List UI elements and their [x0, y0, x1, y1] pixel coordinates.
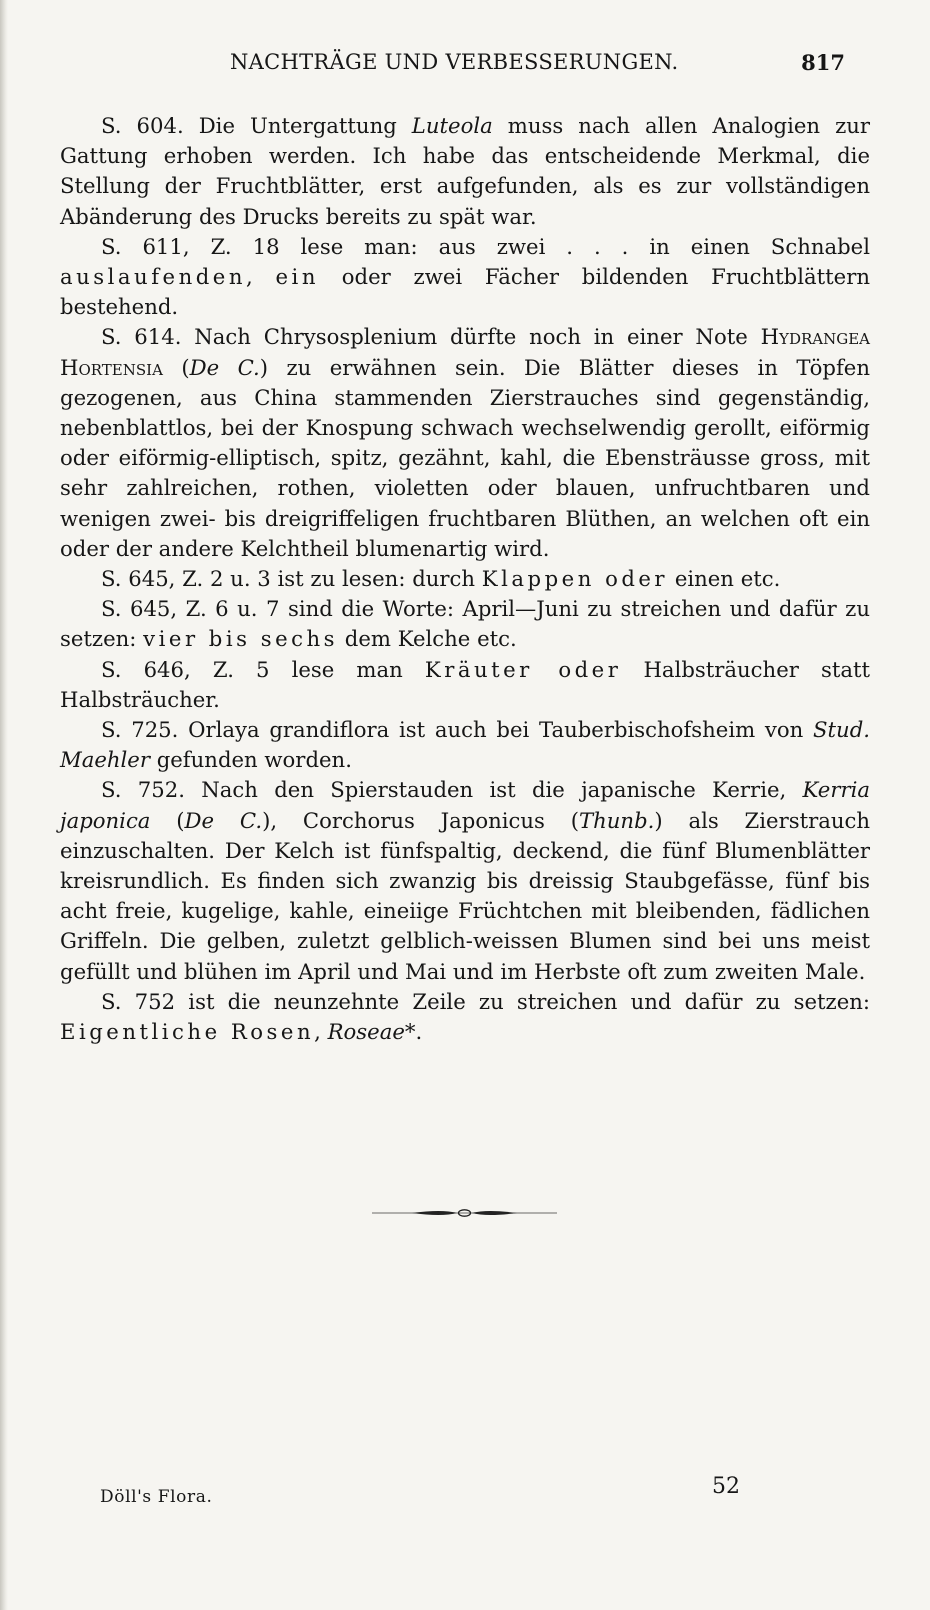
page-reference: S. 752. [101, 777, 185, 803]
text-run: ist die neunzehnte Zeile zu streichen und dafür zu setzen: [175, 988, 871, 1014]
paragraph-s604 [60, 111, 870, 232]
taxon-name: Kerria japonica [60, 777, 870, 833]
text-run: ( [162, 354, 190, 380]
paragraph-s611 [60, 232, 870, 323]
spaced-emphasis: Klappen oder [481, 566, 669, 592]
page-number: 817 [801, 50, 845, 75]
text-run: gefunden worden. [149, 747, 352, 773]
text-run: einen etc. [668, 566, 781, 592]
text-run: muss nach allen Analogien zur Gattung erhoben werden. Ich habe das entscheidende Merkmal, die Stellung der Fruchtblätter, erst aufgefunden, als es zur vollständigen Abänderung des Drucks bereits zu spät war. [60, 113, 871, 229]
text-run: ) als Zierstrauch einzuschalten. Der Kelch ist fünfspaltig, deckend, die fünf Blumenblätter kreisrundlich. Es finden sich zwanzig bis dreissig Staubgefässe, fünf bis acht freie, kugelige, kahle, eineiige Früchtchen mit bleibenden, fädlichen Griffeln. Die gelben, zuletzt gelblich-weissen Blumen sind bei uns meist gefüllt und blühen im April und Mai und im Herbste oft zum zweiten Male. [60, 807, 870, 984]
taxon-name: Luteola [411, 113, 493, 138]
text-run: ) zu erwähnen sein. Die Blätter dieses in Töpfen gezogenen, aus China stammenden Zierstrauches sind gegenständig, nebenblattlos, bei der Knospung schwach wechselwendig gerollt, eiförmig oder eiförmig-elliptisch, spitz, gezähnt, kahl, die Ebensträusse gross, mit sehr zahlreichen, rothen, violetten oder blauen, unfruchtbaren und wenigen zwei- bis dreigriffeligen fruchtbaren Blüthen, an welchen oft ein oder der andere Kelchtheil blumenartig wird. [60, 354, 870, 561]
page-reference: S. 725. [101, 717, 179, 743]
page-reference: S. 645, Z. 2 u. 3 [101, 566, 271, 592]
author-abbrev: De C. [189, 354, 260, 380]
spaced-emphasis: ein [275, 264, 319, 290]
ornamental-divider [372, 1203, 557, 1223]
book-spine-shadow [0, 0, 8, 1610]
page-reference: S. 646, Z. 5 [101, 656, 270, 682]
text-run: Orlaya grandiflora ist auch bei Tauberbischofsheim von [178, 717, 814, 743]
text-run: dem Kelche etc. [338, 626, 517, 652]
author-abbrev: De C. [184, 807, 263, 833]
paragraph-s645-a [60, 564, 870, 594]
page-reference: S. 614. [101, 324, 182, 350]
paragraph-s752-b [60, 987, 870, 1047]
text-run: , [245, 264, 276, 290]
spaced-emphasis: Eigentliche Rosen [60, 1019, 315, 1045]
taxon-name: Roseae [327, 1019, 405, 1045]
paragraph-s645-b [60, 594, 870, 654]
page-reference: S. 645, Z. 6 u. 7 [101, 596, 280, 622]
spaced-emphasis: Kräuter oder [424, 656, 622, 682]
text-run: *. [404, 1019, 423, 1045]
text-run: Die Untergattung [183, 113, 412, 138]
text-run: lese man: aus zwei . . . in einen Schnabel [279, 233, 870, 259]
small-caps-name: Hydrangea Hortensia [60, 324, 870, 380]
text-run: ist zu lesen: durch [270, 566, 482, 592]
paragraph-s646 [60, 655, 870, 715]
text-run: Nach Chrysosplenium dürfte noch in einer Note [181, 324, 761, 350]
text-run: Nach den Spierstauden ist die japanische Kerrie, [184, 777, 803, 803]
paragraph-s614 [60, 322, 870, 564]
collector-name: Stud. Maehler [60, 717, 870, 773]
running-title: NACHTRÄGE UND VERBESSERUNGEN. [230, 50, 679, 74]
printer-signature: Döll's Flora. [100, 1487, 213, 1507]
text-run: , [314, 1019, 328, 1045]
text-run: sind die Worte: April—Juni zu streichen und dafür zu setzen: [60, 596, 870, 652]
page-reference: S. 752 [101, 988, 176, 1014]
text-run: Halbsträucher statt Halbsträucher. [60, 656, 870, 712]
paragraph-s752-a [60, 775, 870, 986]
sheet-number: 52 [712, 1474, 740, 1499]
author-abbrev: Thunb. [579, 807, 655, 833]
spaced-emphasis: auslaufenden [60, 264, 246, 290]
running-header [0, 48, 930, 78]
page-reference: S. 611, Z. 18 [101, 233, 280, 259]
text-run: ), Corchorus Japonicus ( [262, 807, 579, 833]
page-reference: S. 604. [101, 113, 184, 138]
text-run: lese man [269, 656, 425, 682]
text-run: ( [150, 807, 185, 833]
paragraph-s725 [60, 715, 870, 775]
page-body [60, 111, 870, 1047]
text-run: oder zwei Fächer bildenden Fruchtblättern bestehend. [60, 264, 870, 320]
spaced-emphasis: vier bis sechs [143, 626, 339, 652]
